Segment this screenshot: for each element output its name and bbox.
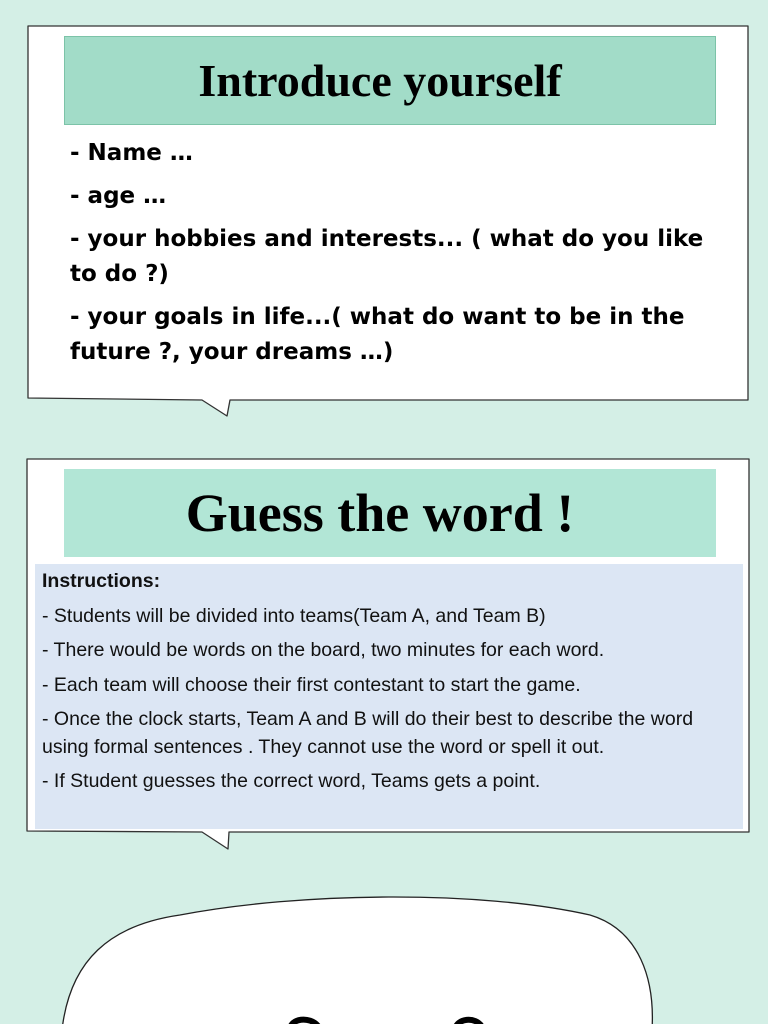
intro-prompt-list: [70, 128, 710, 370]
intro-item-age: - age …: [70, 183, 167, 209]
guess-title-text: Guess the word !: [185, 483, 575, 543]
intro-item-name: - Name …: [70, 140, 193, 166]
intro-title: [64, 36, 716, 125]
instruction-item: - Students will be divided into teams(Team A, and Team B): [42, 604, 546, 627]
instructions-box: [35, 564, 743, 829]
bottom-thought-bubble: [62, 897, 652, 1024]
instructions-heading: Instructions:: [42, 570, 161, 592]
intro-item-hobbies: - your hobbies and interests... ( what do you like to do ?): [70, 226, 704, 287]
instruction-item: - Each team will choose their first contestant to start the game.: [42, 673, 581, 696]
intro-item-goals: - your goals in life...( what do want to be in the future ?, your dreams …): [70, 304, 685, 365]
instruction-item: - If Student guesses the correct word, Teams gets a point.: [42, 770, 541, 792]
instruction-item: - Once the clock starts, Team A and B will do their best to describe the word using formal sentences . They cannot use the word or spell it out.: [42, 708, 694, 758]
instruction-item: - There would be words on the board, two minutes for each word.: [42, 639, 605, 661]
intro-title-text: Introduce yourself: [198, 55, 562, 106]
guess-title: [64, 469, 716, 557]
